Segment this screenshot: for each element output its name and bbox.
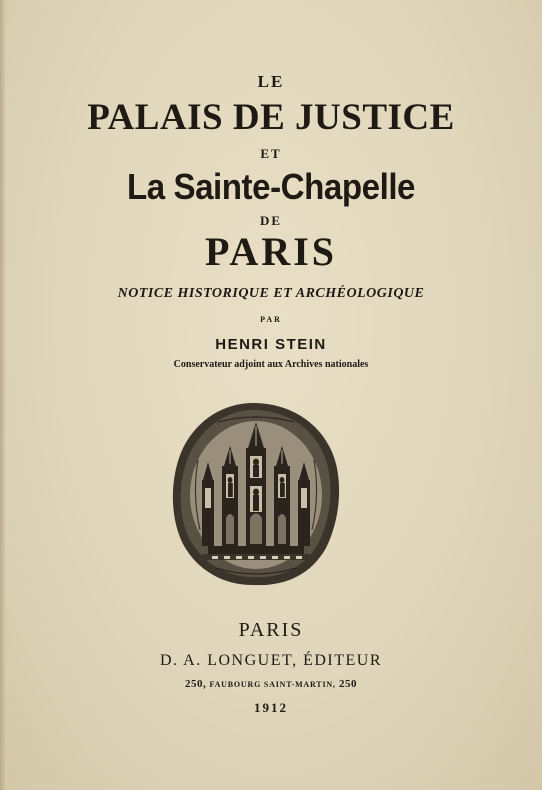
address-street: FAUBOURG SAINT-MARTIN,: [209, 680, 336, 689]
title-conjunction: ET: [260, 146, 282, 161]
title-line-palais: PALAIS DE JUSTICE: [87, 97, 455, 138]
address-number: 250,: [185, 678, 207, 690]
address-number-end: 250: [338, 678, 357, 690]
imprint-year: 1912: [254, 700, 288, 715]
imprint-city: PARIS: [238, 619, 304, 641]
title-preposition: DE: [259, 213, 283, 228]
title-line-chapelle: La Sainte-Chapelle: [126, 166, 416, 207]
author-role: Conservateur adjoint aux Archives nationales: [173, 359, 369, 370]
seal-icon: [168, 400, 344, 588]
title-city: PARIS: [204, 229, 338, 274]
by-label: PAR: [260, 315, 282, 324]
author-name: HENRI STEIN: [215, 336, 327, 353]
imprint-address: [0, 678, 542, 690]
subtitle: NOTICE HISTORIQUE ET ARCHÉOLOGIQUE: [117, 286, 425, 301]
imprint-publisher: D. A. LONGUET, ÉDITEUR: [159, 652, 382, 669]
title-article: LE: [257, 72, 285, 91]
